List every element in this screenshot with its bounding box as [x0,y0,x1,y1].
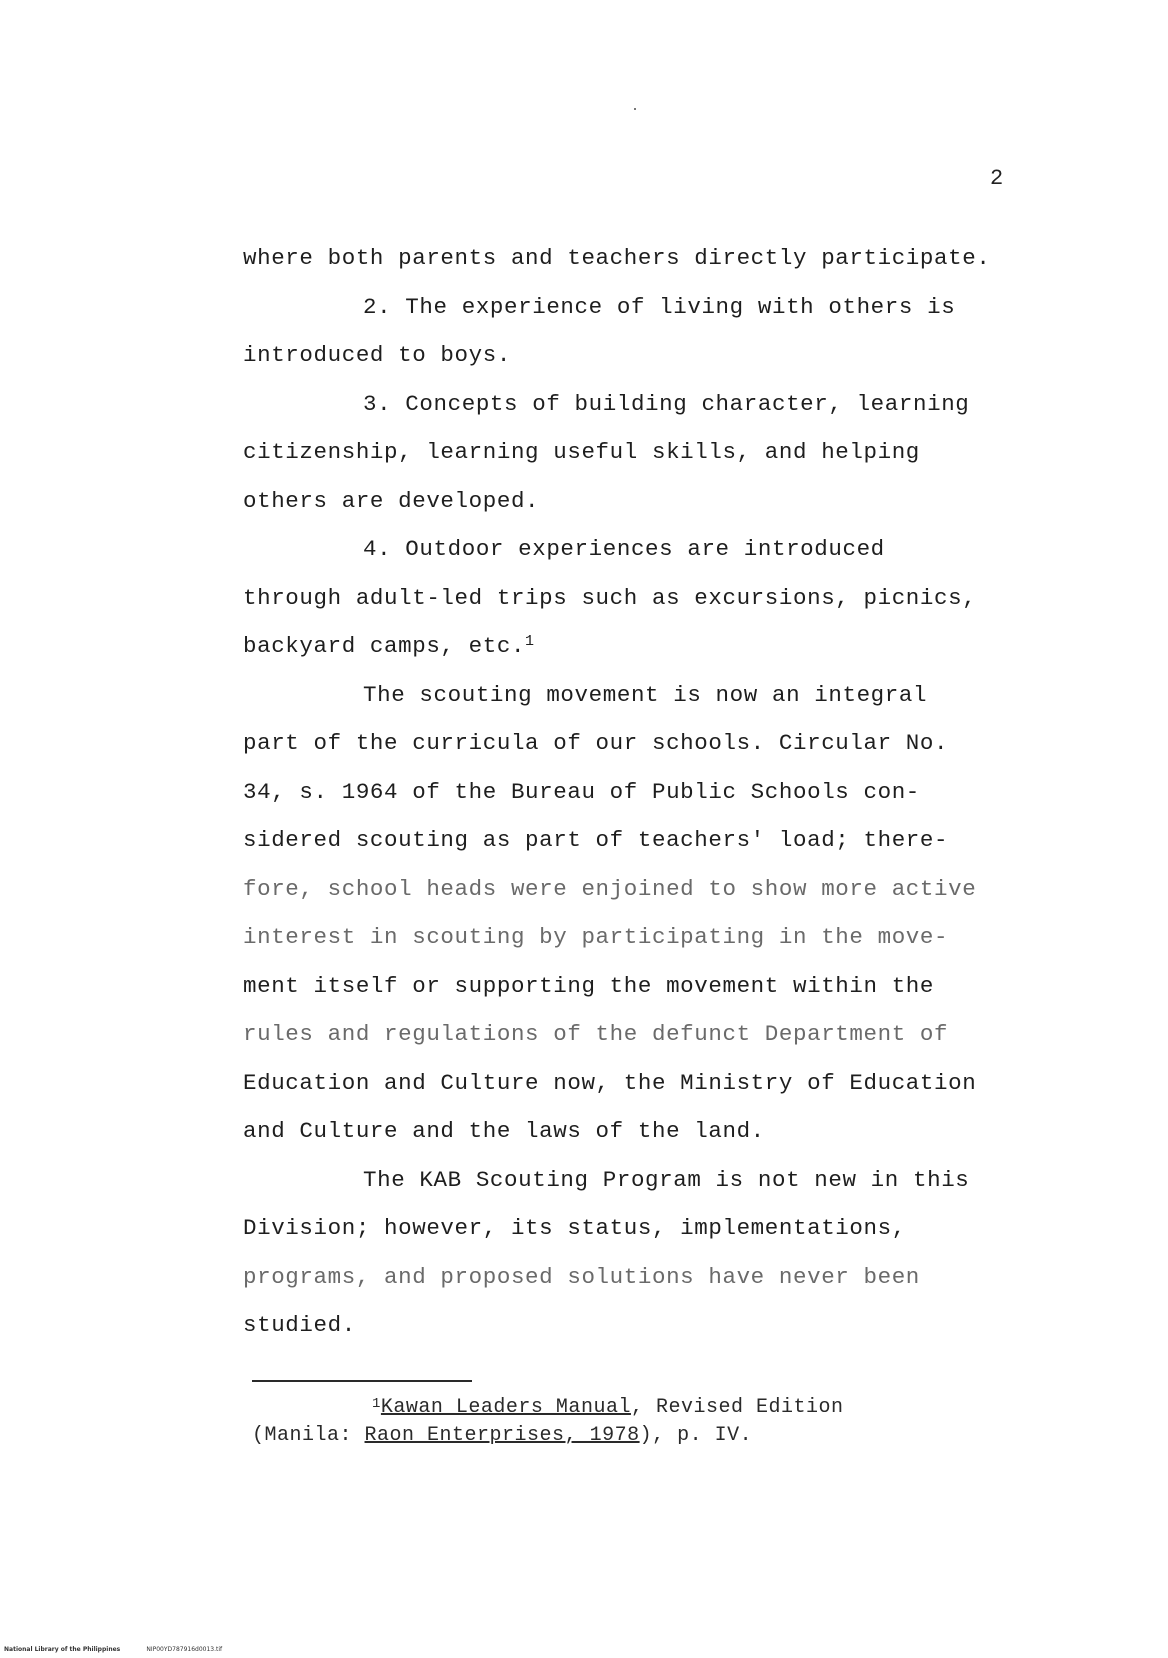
para-scouting-line-6: interest in scouting by participating in the move- [243,924,949,950]
para-scouting-line-9: Education and Culture now, the Ministry of Education [243,1069,977,1096]
footnote-page: ), p. IV. [639,1424,753,1447]
para-kab-line-2: Division; however, its status, implementations, [243,1215,906,1241]
list-item-4-line-3-text: backyard camps, etc. [243,633,526,659]
para-kab-line-1: The KAB Scouting Program is not new in this [363,1166,970,1193]
scan-speck [634,108,636,110]
page-number: 2 [990,166,1004,191]
para-scouting-line-3: 34, s. 1964 of the Bureau of Public Schools con- [243,778,920,805]
para-scouting-line-2: part of the curricula of our schools. Circular No. [243,730,949,756]
para-scouting-line-10: and Culture and the laws of the land. [243,1118,765,1144]
footnote-number: 1 [372,1396,381,1412]
footnote-title: Kawan Leaders Manual [380,1396,631,1419]
list-item-3-line-2: citizenship, learning useful skills, and helping [243,439,920,465]
para-kab-line-3: programs, and proposed solutions have never been [243,1263,920,1290]
footnote-publisher: Raon Enterprises, 1978 [364,1424,640,1447]
archive-footer [4,1646,222,1653]
para-scouting-line-4: sidered scouting as part of teachers' load; there- [243,827,949,853]
footnote-line-2 [252,1422,1012,1450]
footnote-divider [252,1380,472,1382]
body-text [243,234,1043,1350]
list-item-4-line-3 [243,622,1043,671]
footnote-place: (Manila: [252,1424,365,1447]
footnote-edition: , Revised Edition [630,1396,844,1419]
footnote [252,1394,1012,1450]
footnote-reference: 1 [525,633,535,650]
list-item-3-line-1: 3. Concepts of building character, learning [363,390,970,417]
para-scouting-line-8: rules and regulations of the defunct Department of [243,1021,949,1047]
archive-file-code: NIP00YD787916d0013.tif [146,1646,223,1653]
text-line: where both parents and teachers directly participate. [243,245,991,271]
para-kab-line-4: studied. [243,1312,356,1338]
footnote-line-1 [252,1394,1012,1422]
para-scouting-line-5: fore, school heads were enjoined to show more active [243,875,977,902]
list-item-2-line-1: 2. The experience of living with others is [363,293,956,320]
archive-source: National Library of the Philippines [4,1646,121,1653]
list-item-4-line-1: 4. Outdoor experiences are introduced [363,536,885,562]
para-scouting-line-1: The scouting movement is now an integral [363,681,928,708]
list-item-4-line-2: through adult-led trips such as excursions, picnics, [243,584,977,611]
list-item-3-line-3: others are developed. [243,487,540,514]
para-scouting-line-7: ment itself or supporting the movement within the [243,972,935,999]
list-item-2-line-2: introduced to boys. [243,342,511,368]
